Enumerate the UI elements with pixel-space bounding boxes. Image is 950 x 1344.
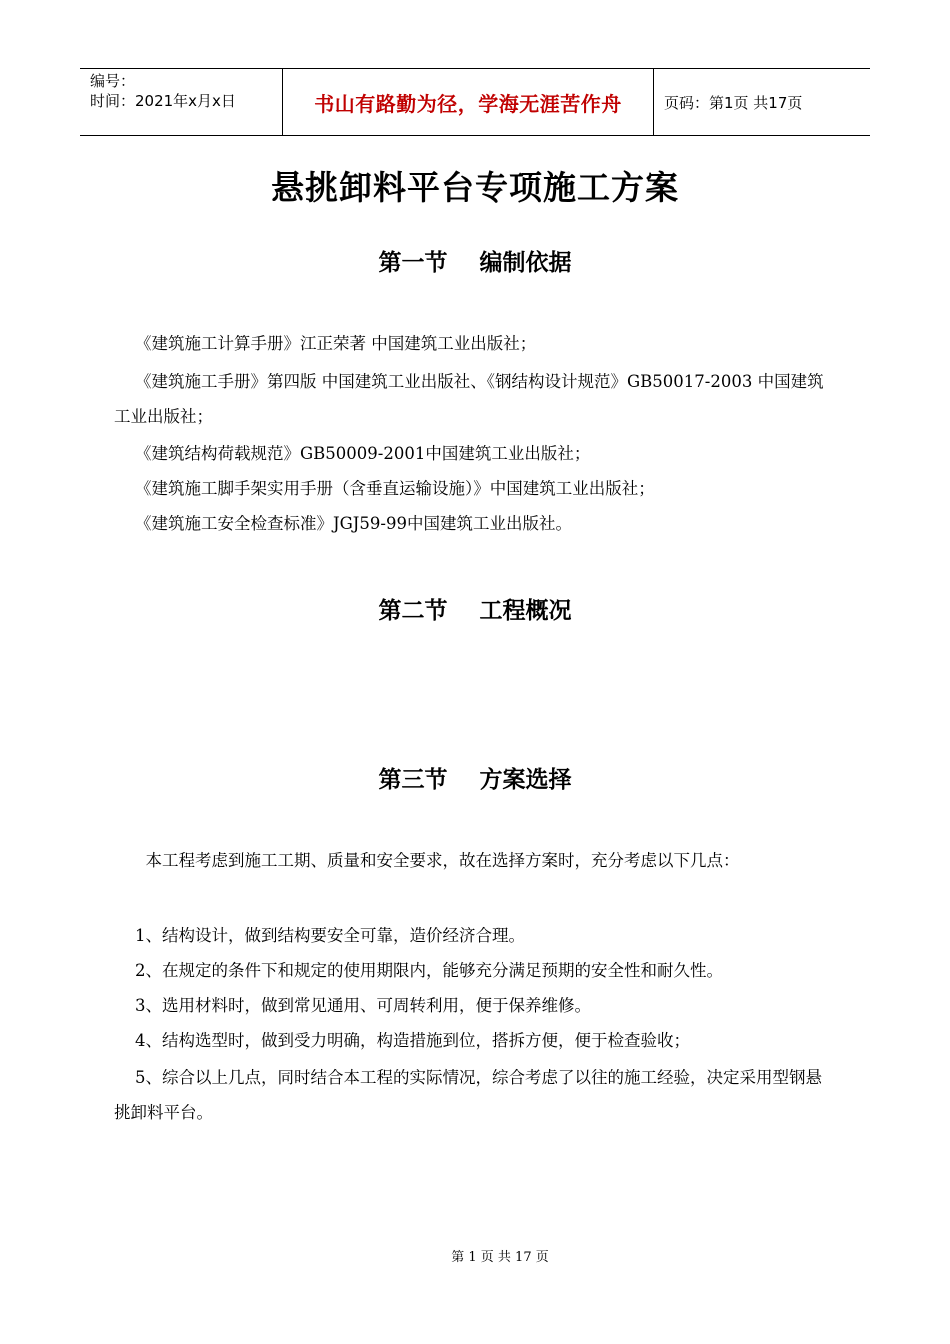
paragraph: 《建筑施工脚手架实用手册（含垂直运输设施）》中国建筑工业出版社； (114, 479, 655, 498)
section-heading-1: 第一节 编制依据 (378, 250, 572, 276)
paragraph: 《建筑施工计算手册》江正荣著 中国建筑工业出版社； (114, 334, 537, 353)
header-page-info: 页码：第1页 共17页 (664, 93, 803, 112)
document-title: 悬挑卸料平台专项施工方案 (271, 168, 679, 207)
page-footer: 第 1 页 共 17 页 (451, 1250, 549, 1265)
paragraph: 2、在规定的条件下和规定的使用期限内，能够充分满足预期的安全性和耐久性。 (114, 961, 723, 980)
document-time: 时间：2021年x月x日 (90, 92, 236, 110)
paragraph: 《建筑施工手册》第四版 中国建筑工业出版社、《钢结构设计规范》GB50017-2003 中国建筑工业出版社； (114, 372, 824, 426)
header-motto: 书山有路勤为径，学海无涯苦作舟 (282, 69, 654, 135)
page-header (80, 68, 870, 136)
paragraph: 本工程考虑到施工工期、质量和安全要求，故在选择方案时，充分考虑以下几点： (114, 851, 740, 870)
paragraph: 《建筑结构荷载规范》GB50009-2001中国建筑工业出版社； (114, 444, 591, 463)
document-number: 编号： (90, 72, 136, 90)
paragraph: 4、结构选型时，做到受力明确，构造措施到位，搭拆方便，便于检查验收； (114, 1031, 690, 1050)
paragraph: 3、选用材料时，做到常见通用、可周转利用，便于保养维修。 (114, 996, 591, 1015)
header-meta (80, 69, 282, 135)
paragraph: 5、综合以上几点，同时结合本工程的实际情况，综合考虑了以往的施工经验，决定采用型钢悬挑卸料平台。 (114, 1068, 822, 1122)
section-heading-2: 第二节 工程概况 (378, 598, 572, 624)
paragraph: 1、结构设计，做到结构要安全可靠，造价经济合理。 (114, 926, 525, 945)
paragraph: 《建筑施工安全检查标准》JGJ59-99中国建筑工业出版社。 (114, 514, 572, 533)
section-heading-3: 第三节 方案选择 (378, 767, 572, 793)
